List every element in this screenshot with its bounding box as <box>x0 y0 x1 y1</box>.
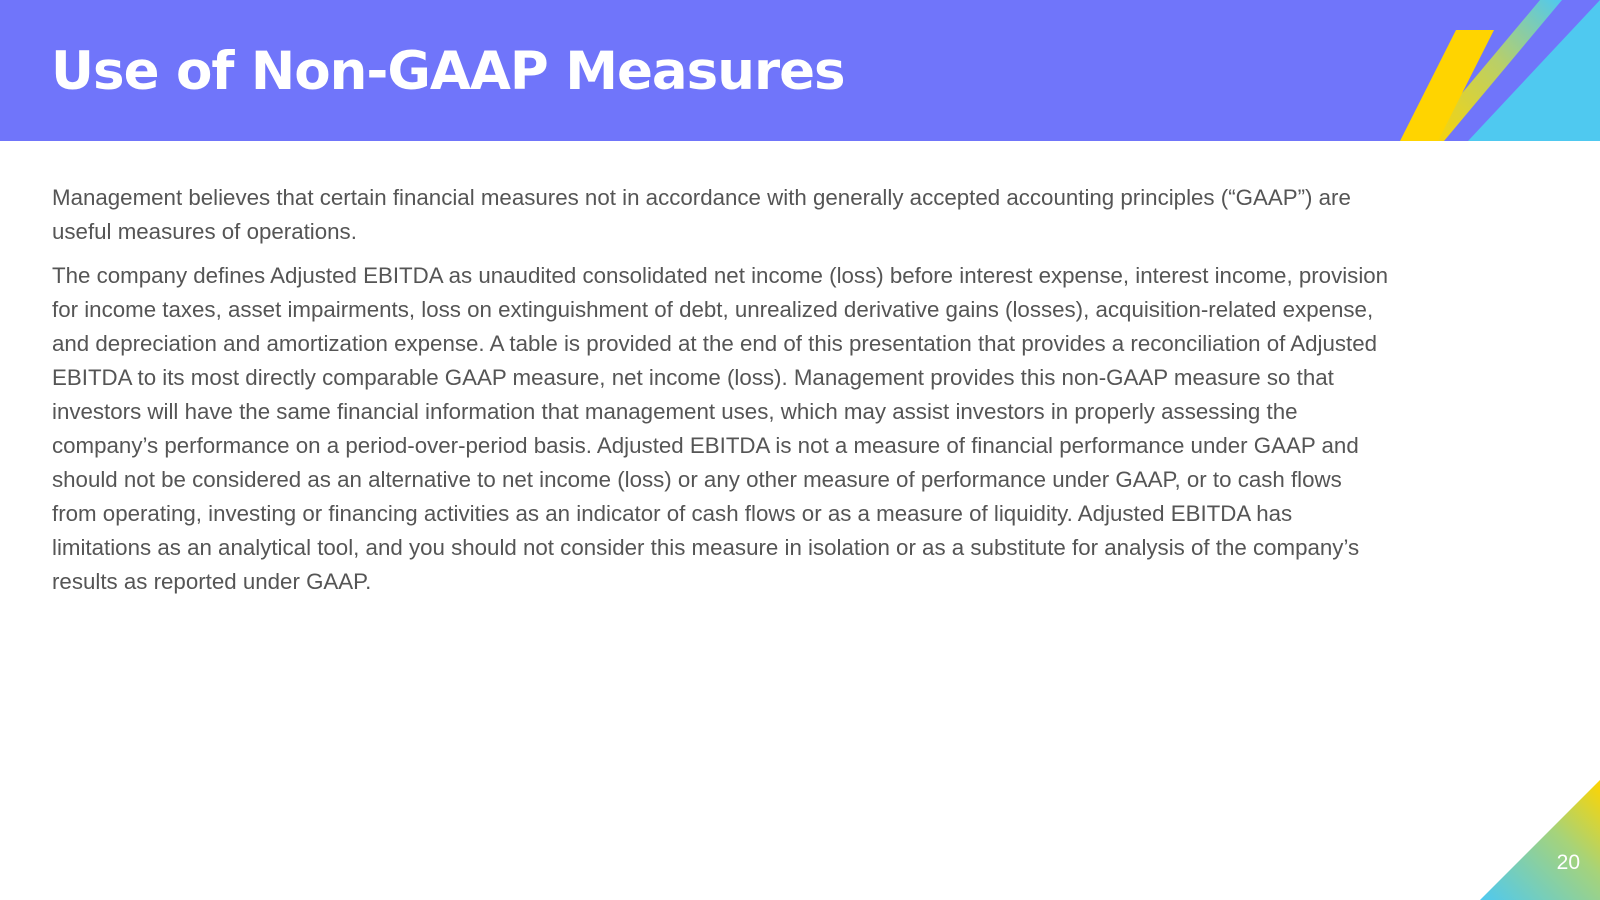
header-decoration-stripes <box>1380 0 1600 141</box>
slide-title: Use of Non-GAAP Measures <box>51 41 845 102</box>
page-number: 20 <box>1556 851 1580 874</box>
body-text <box>52 181 1392 609</box>
definition-paragraph: The company defines Adjusted EBITDA as unaudited consolidated net income (loss) before interest expense, interest income, provision for income taxes, asset impairments, loss on extinguishment of debt, unrealized derivative gains (losses), acquisition-related expense, and depreciation and amortization expense. A table is provided at the end of this presentation that provides a reconciliation of Adjusted EBITDA to its most directly comparable GAAP measure, net income (loss). Management provides this non-GAAP measure so that investors will have the same financial information that management uses, which may assist investors in properly assessing the company’s performance on a period-over-period basis. Adjusted EBITDA is not a measure of financial performance under GAAP and should not be considered as an alternative to net income (loss) or any other measure of performance under GAAP, or to cash flows from operating, investing or financing activities as an indicator of cash flows or as a measure of liquidity. Adjusted EBITDA has limitations as an analytical tool, and you should not consider this measure in isolation or as a substitute for analysis of the company’s results as reported under GAAP. <box>52 263 1389 594</box>
corner-triangle-shape <box>1480 780 1600 900</box>
intro-paragraph: Management believes that certain financial measures not in accordance with generally accepted accounting principles (“GAAP”) are useful measures of operations. <box>52 185 1351 244</box>
footer-decoration-triangle <box>1480 780 1600 900</box>
